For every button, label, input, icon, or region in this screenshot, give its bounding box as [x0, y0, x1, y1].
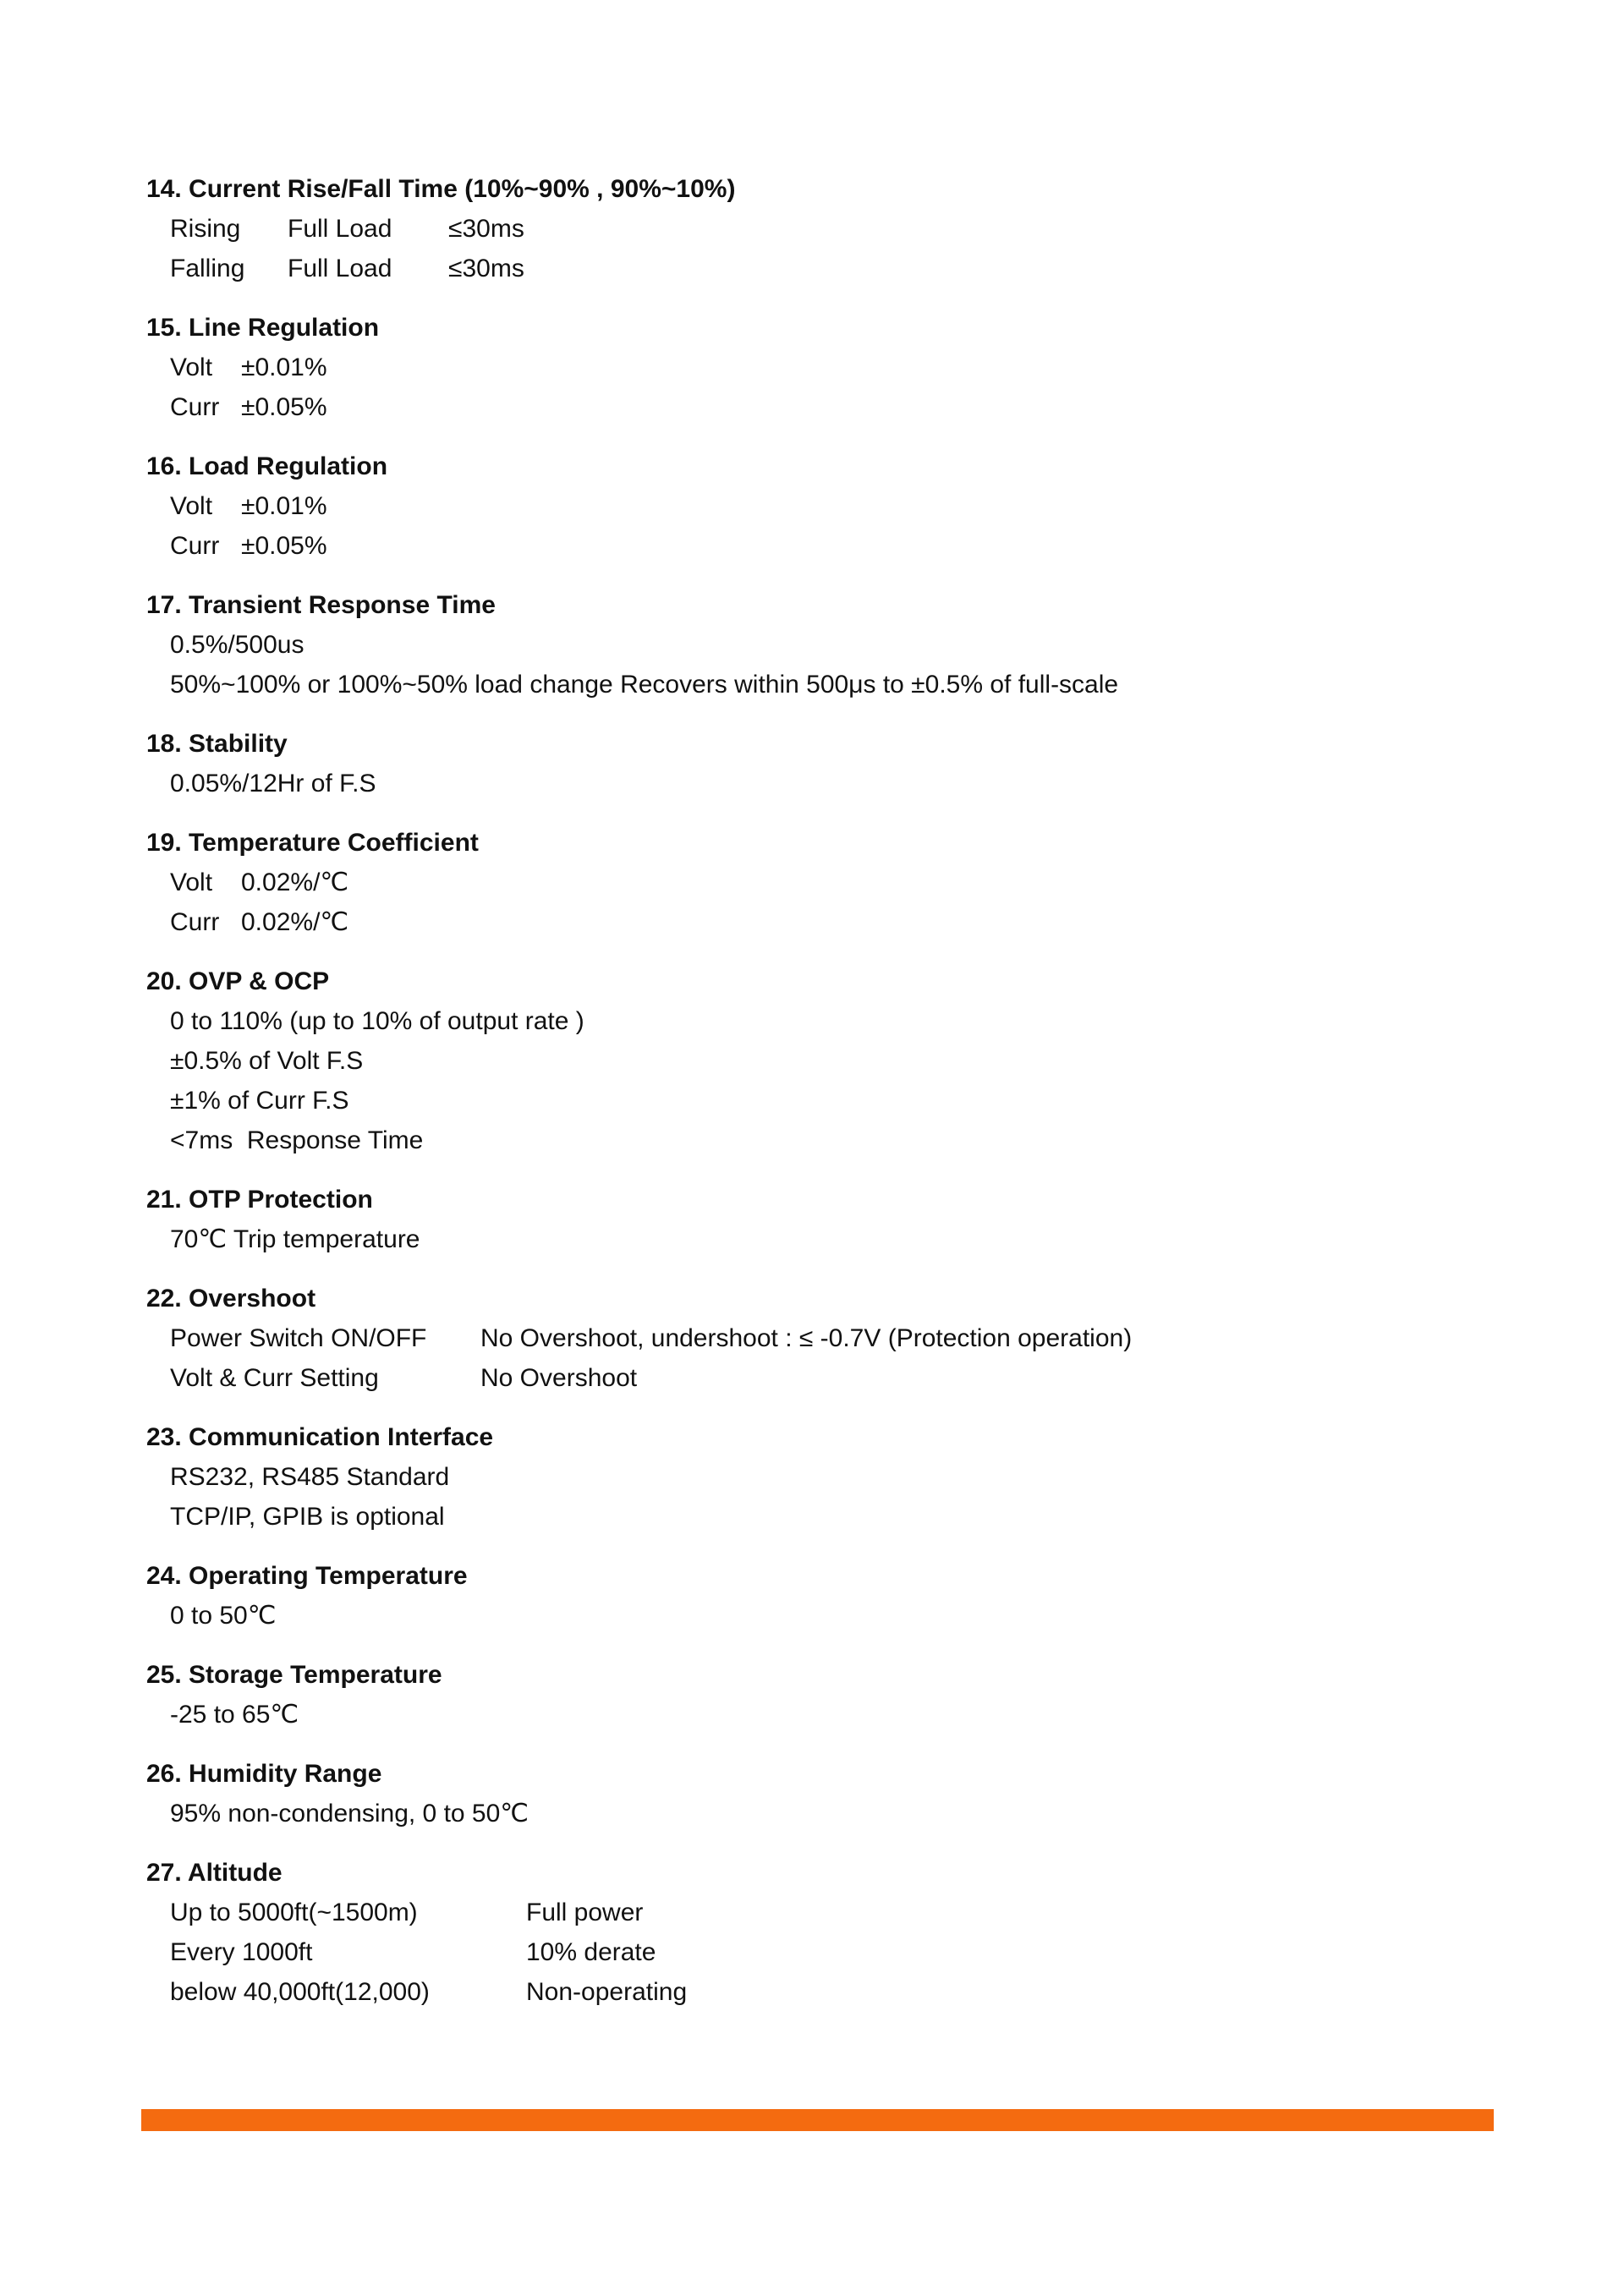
spec-row	[146, 526, 1500, 566]
spec-label: Volt	[170, 492, 213, 520]
spec-text: ±1% of Curr F.S	[170, 1087, 349, 1115]
spec-value: ±0.05%	[241, 532, 327, 560]
spec-line	[146, 1794, 1500, 1833]
spec-label: Falling	[170, 255, 245, 282]
spec-value: No Overshoot	[480, 1364, 638, 1392]
spec-text: 95% non-condensing, 0 to 50℃	[170, 1800, 529, 1827]
spec-value: Non-operating	[526, 1978, 688, 2006]
spec-line	[146, 764, 1500, 803]
spec-line	[146, 1081, 1500, 1121]
spec-text: 50%~100% or 100%~50% load change Recovers within 500μs to ±0.5% of full-scale	[170, 671, 1119, 699]
spec-text: RS232, RS485 Standard	[170, 1463, 450, 1491]
spec-text: TCP/IP, GPIB is optional	[170, 1503, 445, 1531]
section-overshoot	[146, 1279, 1500, 1398]
spec-text: 0 to 50℃	[170, 1602, 277, 1630]
spec-label: Up to 5000ft(~1500m)	[170, 1899, 418, 1926]
section-title: 16. Load Regulation	[146, 452, 388, 480]
section-current-rise-fall-time	[146, 169, 1500, 288]
spec-value: 10% derate	[526, 1938, 656, 1966]
section-ovp-ocp	[146, 962, 1500, 1160]
spec-label: Volt	[170, 353, 213, 381]
section-stability	[146, 724, 1500, 803]
spec-value: ±0.01%	[241, 353, 327, 381]
section-title: 26. Humidity Range	[146, 1760, 382, 1788]
spec-label: Power Switch ON/OFF	[170, 1324, 427, 1352]
spec-row	[146, 1932, 1500, 1972]
spec-line	[146, 1121, 1500, 1160]
spec-label: Curr	[170, 532, 220, 560]
section-storage-temperature	[146, 1655, 1500, 1734]
section-title: 19. Temperature Coefficient	[146, 829, 479, 857]
spec-row	[146, 1893, 1500, 1932]
spec-row	[146, 902, 1500, 942]
spec-line	[146, 1001, 1500, 1041]
spec-value: No Overshoot, undershoot : ≤ -0.7V (Protection operation)	[480, 1324, 1133, 1352]
spec-value: ≤30ms	[448, 215, 524, 243]
spec-line	[146, 1219, 1500, 1259]
spec-row	[146, 1358, 1500, 1398]
spec-row	[146, 348, 1500, 387]
spec-label: Volt & Curr Setting	[170, 1364, 379, 1392]
spec-text: -25 to 65℃	[170, 1701, 299, 1729]
section-title: 24. Operating Temperature	[146, 1562, 468, 1590]
spec-row	[146, 486, 1500, 526]
spec-row	[146, 1972, 1500, 2012]
section-title: 22. Overshoot	[146, 1285, 316, 1312]
spec-condition: Full Load	[288, 255, 392, 282]
footer-accent-bar	[141, 2109, 1494, 2131]
spec-value: Full power	[526, 1899, 644, 1926]
spec-text: 70℃ Trip temperature	[170, 1225, 420, 1253]
section-title: 14. Current Rise/Fall Time (10%~90% , 90%~10%)	[146, 175, 736, 203]
section-title: 25. Storage Temperature	[146, 1661, 442, 1689]
spec-line	[146, 1695, 1500, 1734]
spec-row	[146, 249, 1500, 288]
section-altitude	[146, 1853, 1500, 2012]
spec-value: ±0.01%	[241, 492, 327, 520]
section-line-regulation	[146, 308, 1500, 427]
spec-value: 0.02%/℃	[241, 869, 349, 896]
section-title: 15. Line Regulation	[146, 314, 380, 342]
spec-text: <7ms Response Time	[170, 1126, 424, 1154]
spec-text: ±0.5% of Volt F.S	[170, 1047, 364, 1075]
spec-line	[146, 625, 1500, 665]
section-title: 21. OTP Protection	[146, 1186, 373, 1214]
spec-label: Curr	[170, 908, 220, 936]
section-title: 20. OVP & OCP	[146, 967, 330, 995]
spec-line	[146, 1596, 1500, 1636]
spec-row	[146, 863, 1500, 902]
spec-condition: Full Load	[288, 215, 392, 243]
spec-row	[146, 209, 1500, 249]
spec-row	[146, 387, 1500, 427]
spec-value: ≤30ms	[448, 255, 524, 282]
spec-label: Every 1000ft	[170, 1938, 313, 1966]
section-communication-interface	[146, 1417, 1500, 1537]
section-humidity-range	[146, 1754, 1500, 1833]
spec-text: 0.5%/500us	[170, 631, 304, 659]
spec-label: below 40,000ft(12,000)	[170, 1978, 430, 2006]
section-otp-protection	[146, 1180, 1500, 1259]
section-title: 23. Communication Interface	[146, 1423, 494, 1451]
section-temperature-coefficient	[146, 823, 1500, 942]
section-title: 17. Transient Response Time	[146, 591, 496, 619]
spec-row	[146, 1318, 1500, 1358]
spec-line	[146, 1497, 1500, 1537]
spec-line	[146, 1041, 1500, 1081]
spec-line	[146, 1457, 1500, 1497]
spec-value: 0.02%/℃	[241, 908, 349, 936]
spec-line	[146, 665, 1500, 704]
section-transient-response-time	[146, 585, 1500, 704]
section-operating-temperature	[146, 1556, 1500, 1636]
spec-label: Rising	[170, 215, 241, 243]
spec-label: Curr	[170, 393, 220, 421]
spec-content	[146, 169, 1500, 2031]
spec-text: 0.05%/12Hr of F.S	[170, 770, 376, 797]
section-title: 27. Altitude	[146, 1859, 283, 1887]
spec-text: 0 to 110% (up to 10% of output rate )	[170, 1007, 584, 1035]
section-title: 18. Stability	[146, 730, 288, 758]
spec-value: ±0.05%	[241, 393, 327, 421]
spec-label: Volt	[170, 869, 213, 896]
section-load-regulation	[146, 447, 1500, 566]
